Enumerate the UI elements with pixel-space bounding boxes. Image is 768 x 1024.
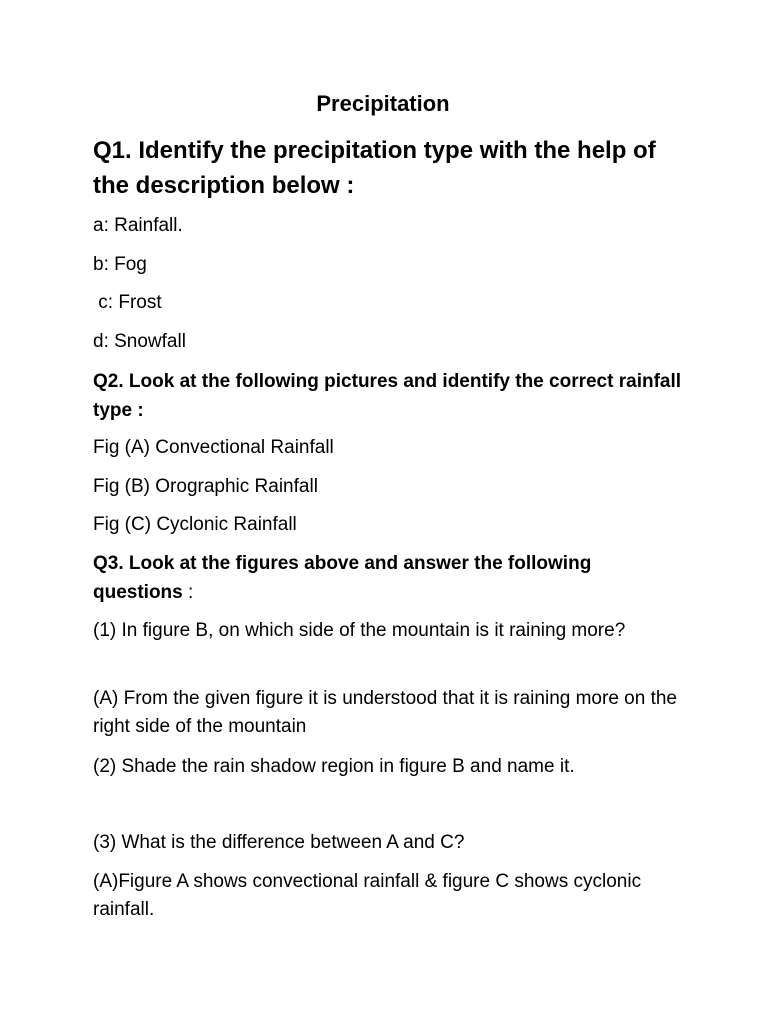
question-2-heading: Q2. Look at the following pictures and identify the correct rainfall type : bbox=[93, 371, 682, 421]
q3-item-1: (1) In figure B, on which side of the mountain is it raining more? bbox=[93, 620, 626, 641]
q3-item-3: (3) What is the difference between A and C? bbox=[93, 832, 465, 853]
question-1-heading: Q1. Identify the precipitation type with the help of the description below : bbox=[93, 137, 656, 199]
q3-item-2: (2) Shade the rain shadow region in figure B and name it. bbox=[93, 756, 575, 777]
question-3-heading-bold: Q3. Look at the figures above and answer the following questions bbox=[93, 553, 592, 603]
q2-answer-c: Fig (C) Cyclonic Rainfall bbox=[93, 514, 297, 535]
page-title: Precipitation bbox=[316, 91, 450, 116]
question-3-heading bbox=[93, 549, 683, 607]
q2-answer-a: Fig (A) Convectional Rainfall bbox=[93, 437, 334, 458]
q3-item-1-answer: (A) From the given figure it is understood that it is raining more on the right side of the mountain bbox=[93, 688, 677, 737]
question-3-heading-colon: : bbox=[182, 582, 194, 603]
q1-answer-d: d: Snowfall bbox=[93, 331, 186, 352]
q2-answer-b: Fig (B) Orographic Rainfall bbox=[93, 476, 318, 497]
q1-answer-a: a: Rainfall. bbox=[93, 215, 183, 236]
q1-answer-b: b: Fog bbox=[93, 254, 147, 275]
q3-item-3-answer: (A)Figure A shows convectional rainfall & figure C shows cyclonic rainfall. bbox=[93, 871, 642, 920]
q1-answer-c: c: Frost bbox=[93, 292, 162, 313]
